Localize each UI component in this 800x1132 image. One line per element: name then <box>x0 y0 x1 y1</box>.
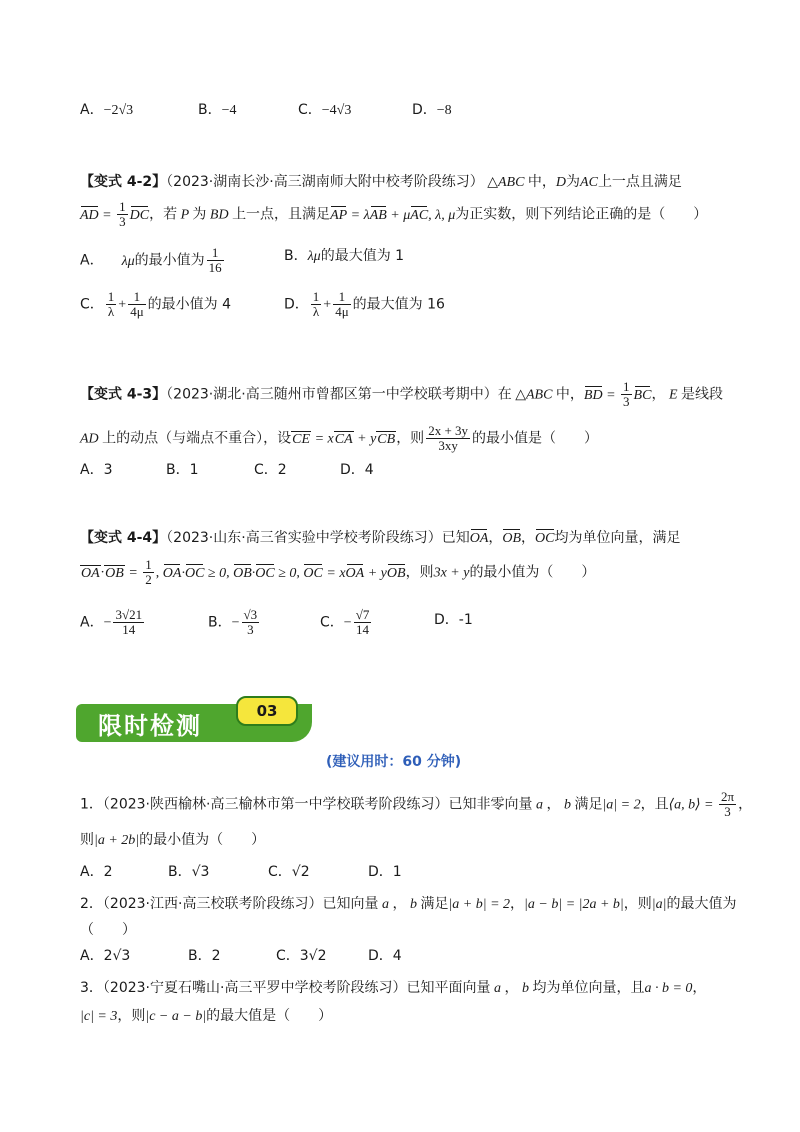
v44-option-c: C．− $\frac{√7}{14}$ <box>320 607 370 637</box>
q1-option-c: C．√2 <box>268 864 310 880</box>
q2-option-d: D．4 <box>368 948 402 964</box>
v44-line2: OA·OB = $\frac{1}{2}$ , OA·OC ≥ 0, OB·OC ≥ 0, OC = xOA + yOB，则3x + y的最小值为（ ） <box>81 557 596 587</box>
v42-option-b: B．λμ的最大值为 1 <box>284 248 405 264</box>
v42-line2: AD = $\frac{1}{3}$ DC，若 P 为 BD 上一点，且满足AP = λAB + μAC, λ, μ为正实数，则下列结论正确的是（ ） <box>80 199 708 229</box>
q3-source: （2023·宁夏石嘴山·高三平罗中学校考阶段练习）已知平面向量 <box>102 980 491 996</box>
q2-option-b: B．2 <box>188 948 221 964</box>
prev-option-d: D．−8 <box>412 102 452 118</box>
v44-option-b: B．− $\frac{√3}{3}$ <box>208 607 258 637</box>
v44-option-d: D．-1 <box>434 612 473 628</box>
q2-number: 2． <box>80 896 103 912</box>
q2-option-c: C．3√2 <box>276 948 327 964</box>
v42-option-c: C． $\frac{1}{\lambda}$ + $\frac{1}{4\mu}$ 的最小值为 4 <box>80 289 232 319</box>
q3-line1: 3．（2023·宁夏石嘴山·高三平罗中学校考阶段练习）已知平面向量 a ， b 均为单位向量，且a · b = 0， <box>80 980 707 996</box>
time-hint: (建议用时：60 分钟) <box>326 754 462 770</box>
v43-option-d: D．4 <box>340 462 374 478</box>
q3-number: 3． <box>80 980 103 996</box>
v44-line1: 【变式 4-4】（2023·山东·高三省实验中学校考阶段练习）已知OA，OB，OC均为单位向量，满足 <box>80 528 681 549</box>
v43-line2: AD 上的动点（与端点不重合），设CE = xCA + yCB，则 $\frac{2x + 3y}{3xy}$ 的最小值是（ ） <box>80 423 599 453</box>
v42-tag: 【变式 4-2】 <box>80 174 167 190</box>
q1-number: 1． <box>80 796 103 813</box>
v43-option-c: C．2 <box>254 462 287 478</box>
q1-source: （2023·陕西榆林·高三榆林市第一中学校联考阶段练习）已知非零向量 <box>102 796 533 813</box>
v44-tag: 【变式 4-4】 <box>80 530 167 546</box>
prev-option-a: A．−2√3 <box>80 102 134 118</box>
v44-option-a: A．− $\frac{3√21}{14}$ <box>80 607 143 637</box>
v42-option-a: A． λμ的最小值为 $\frac{1}{16}$ <box>80 245 222 275</box>
q1-option-a: A．2 <box>80 864 113 880</box>
q2-option-a: A．2√3 <box>80 948 131 964</box>
q1-option-d: D．1 <box>368 864 402 880</box>
v42-line1: 【变式 4-2】（2023·湖南长沙·高三湖南师大附中校考阶段练习） △ABC 中，D为AC上一点且满足 <box>80 174 682 190</box>
q1-line1: 1．（2023·陕西榆林·高三榆林市第一中学校联考阶段练习）已知非零向量 a ， b 满足|a| = 2，且⟨a, b⟩ = $\frac{2\pi}{3}$ ， <box>80 789 753 819</box>
v44-source: （2023·山东·高三省实验中学校考阶段练习）已知 <box>166 530 470 546</box>
v43-line1: 【变式 4-3】（2023·湖北·高三随州市曾都区第一中学校联考期中）在 △ABC 中，BD = $\frac{1}{3}$ BC， E 是线段 <box>80 379 723 409</box>
q1-line2: 则|a + 2b|的最小值为（ ） <box>80 832 266 848</box>
section-banner <box>76 696 312 744</box>
q2-source: （2023·江西·高三校联考阶段练习）已知向量 <box>102 896 379 912</box>
v42-source: （2023·湖南长沙·高三湖南师大附中校考阶段练习） <box>166 174 484 190</box>
v43-option-a: A．3 <box>80 462 113 478</box>
v42-option-d: D． $\frac{1}{\lambda}$ + $\frac{1}{4\mu}$ 的最大值为 16 <box>284 289 445 319</box>
prev-option-c: C．−4√3 <box>298 102 352 118</box>
prev-option-b: B．−4 <box>198 102 237 118</box>
v43-option-b: B．1 <box>166 462 199 478</box>
q3-line2: |c| = 3，则|c − a − b|的最大值是（ ） <box>80 1008 333 1024</box>
v43-source: （2023·湖北·高三随州市曾都区第一中学校联考期中）在 <box>166 386 512 403</box>
v43-tag: 【变式 4-3】 <box>80 386 167 403</box>
banner-label: 限时检测 <box>98 712 202 740</box>
q2-paren: （ ） <box>80 922 136 938</box>
banner-number: 03 <box>236 696 298 726</box>
q2-line1: 2．（2023·江西·高三校联考阶段练习）已知向量 a ， b 满足|a + b| = 2，|a − b| = |2a + b|，则|a|的最大值为 <box>80 896 737 912</box>
q1-option-b: B．√3 <box>168 864 210 880</box>
